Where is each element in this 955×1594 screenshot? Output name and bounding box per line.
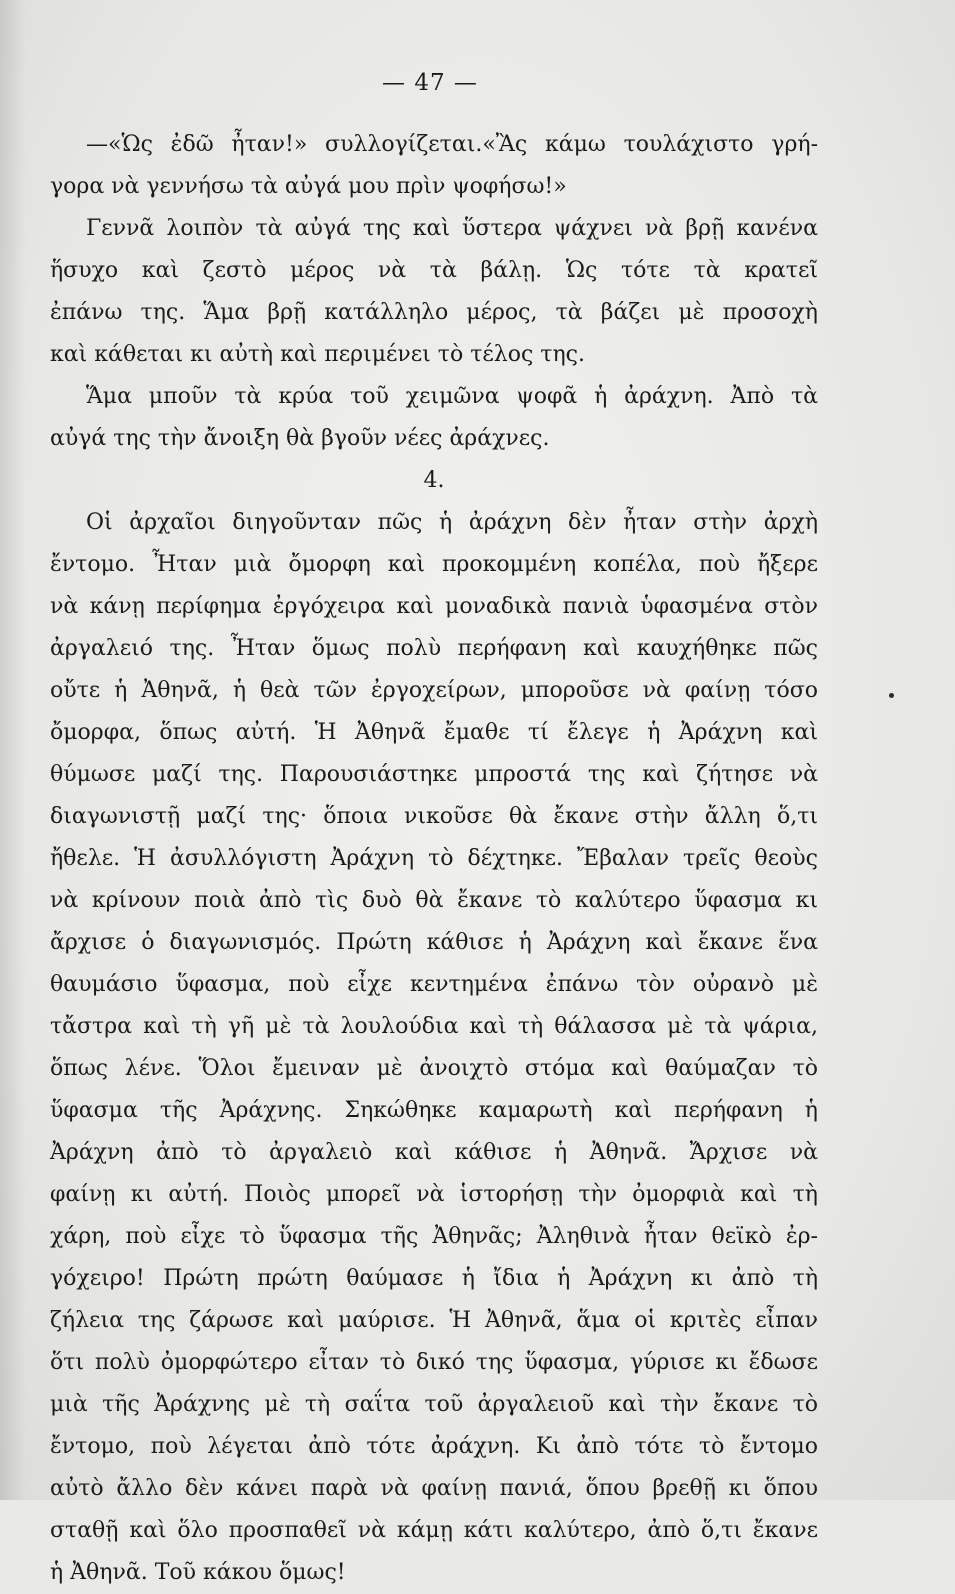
section-number: 4. bbox=[423, 468, 445, 493]
page-number: — 47 — bbox=[382, 70, 478, 96]
text-line: Οἱ ἀρχαῖοι διηγοῦνταν πῶς ἡ ἀράχνη δὲν ἦταν στὴν ἀρχὴ bbox=[86, 510, 818, 535]
text-line: αὐτὸ ἄλλο δὲν κάνει παρὰ νὰ φαίνῃ πανιά, ὅπου βρεθῇ κι ὅπου bbox=[50, 1476, 818, 1501]
text-line: ἀργαλειό της. Ἦταν ὅμως πολὺ περήφανη καὶ καυχήθηκε πῶς bbox=[50, 636, 818, 661]
text-line: ἡ Ἀθηνᾶ. Τοῦ κάκου ὅμως! bbox=[50, 1560, 346, 1585]
binding-shadow bbox=[0, 0, 26, 1500]
text-line: ὕφασμα τῆς Ἀράχνης. Σηκώθηκε καμαρωτὴ καὶ περήφανη ἡ bbox=[50, 1098, 818, 1123]
text-line: γορα νὰ γεννήσω τὰ αὐγά μου πρὶν ψοφήσω!» bbox=[50, 174, 567, 199]
text-line: σταθῇ καὶ ὅλο προσπαθεῖ νὰ κάμῃ κάτι καλύτερο, ἀπὸ ὅ,τι ἔκανε bbox=[50, 1518, 818, 1543]
text-line: θαυμάσιο ὕφασμα, ποὺ εἶχε κεντημένα ἐπάνω τὸν οὐρανὸ μὲ bbox=[50, 972, 818, 997]
text-line: Ἅμα μποῦν τὰ κρύα τοῦ χειμῶνα ψοφᾶ ἡ ἀράχνη. Ἀπὸ τὰ bbox=[86, 384, 818, 409]
text-line: γόχειρο! Πρώτη πρώτη θαύμασε ἡ ἴδια ἡ Ἀράχνη κι ἀπὸ τὴ bbox=[50, 1266, 818, 1291]
text-line: ἥσυχο καὶ ζεστὸ μέρος νὰ τὰ βάλῃ. Ὡς τότε τὰ κρατεῖ bbox=[50, 258, 818, 283]
text-line: ἔντομο. Ἦταν μιὰ ὄμορφη καὶ προκομμένη κοπέλα, ποὺ ἤξερε bbox=[50, 552, 818, 577]
ink-speck bbox=[889, 693, 894, 698]
text-line: μιὰ τῆς Ἀράχνης μὲ τὴ σαΐτα τοῦ ἀργαλειοῦ καὶ τὴν ἔκανε τὸ bbox=[50, 1392, 818, 1417]
text-line: ἄρχισε ὁ διαγωνισμός. Πρώτη κάθισε ἡ Ἀράχνη καὶ ἔκανε ἕνα bbox=[50, 930, 818, 955]
text-line: Γεννᾶ λοιπὸν τὰ αὐγά της καὶ ὕστερα ψάχνει νὰ βρῇ κανένα bbox=[86, 216, 818, 241]
text-line: ἔντομο, ποὺ λέγεται ἀπὸ τότε ἀράχνη. Κι ἀπὸ τότε τὸ ἔντομο bbox=[50, 1434, 818, 1459]
text-line: —«Ὡς ἐδῶ ἦταν!» συλλογίζεται.«Ἂς κάμω τουλάχιστο γρή- bbox=[86, 132, 818, 157]
text-line: ὅπως λένε. Ὅλοι ἔμειναν μὲ ἀνοιχτὸ στόμα καὶ θαύμαζαν τὸ bbox=[50, 1056, 818, 1081]
text-line: τἄστρα καὶ τὴ γῆ μὲ τὰ λουλούδια καὶ τὴ θάλασσα μὲ τὰ ψάρια, bbox=[50, 1014, 818, 1039]
text-line: νὰ κρίνουν ποιὰ ἀπὸ τὶς δυὸ θὰ ἔκανε τὸ καλύτερο ὕφασμα κι bbox=[50, 888, 818, 913]
body-text bbox=[50, 124, 818, 1594]
text-line: ἐπάνω της. Ἅμα βρῇ κατάλληλο μέρος, τὰ βάζει μὲ προσοχὴ bbox=[50, 300, 818, 325]
section-4-text bbox=[50, 502, 818, 1594]
text-line: ζήλεια της ζάρωσε καὶ μαύρισε. Ἡ Ἀθηνᾶ, ἅμα οἱ κριτὲς εἶπαν bbox=[50, 1308, 818, 1333]
text-line: νὰ κάνῃ περίφημα ἐργόχειρα καὶ μοναδικὰ πανιὰ ὑφασμένα στὸν bbox=[50, 594, 818, 619]
text-line: ὅτι πολὺ ὀμορφώτερο εἶταν τὸ δικό της ὕφασμα, γύρισε κι ἔδωσε bbox=[50, 1350, 818, 1375]
paragraphs-before-section bbox=[50, 124, 818, 460]
text-line: φαίνῃ κι αὐτή. Ποιὸς μπορεῖ νὰ ἱστορήσῃ τὴν ὀμορφιὰ καὶ τὴ bbox=[50, 1182, 818, 1207]
text-line: αὐγά της τὴν ἄνοιξη θὰ βγοῦν νέες ἀράχνες. bbox=[50, 426, 550, 451]
text-line: χάρη, ποὺ εἶχε τὸ ὕφασμα τῆς Ἀθηνᾶς; Ἀληθινὰ ἦταν θεϊκὸ ἐρ- bbox=[50, 1224, 818, 1249]
text-line: διαγωνιστῇ μαζί της· ὅποια νικοῦσε θὰ ἔκανε στὴν ἄλλη ὅ,τι bbox=[50, 804, 818, 829]
text-line: ὄμορφα, ὅπως αὐτή. Ἡ Ἀθηνᾶ ἔμαθε τί ἔλεγε ἡ Ἀράχνη καὶ bbox=[50, 720, 818, 745]
text-line: καὶ κάθεται κι αὐτὴ καὶ περιμένει τὸ τέλος της. bbox=[50, 342, 585, 367]
text-line: θύμωσε μαζί της. Παρουσιάστηκε μπροστά της καὶ ζήτησε νὰ bbox=[50, 762, 818, 787]
text-line: οὔτε ἡ Ἀθηνᾶ, ἡ θεὰ τῶν ἐργοχείρων, μποροῦσε νὰ φαίνῃ τόσο bbox=[50, 678, 818, 703]
text-line: Ἀράχνη ἀπὸ τὸ ἀργαλειὸ καὶ κάθισε ἡ Ἀθηνᾶ. Ἄρχισε νὰ bbox=[50, 1140, 818, 1165]
text-line: ἤθελε. Ἡ ἀσυλλόγιστη Ἀράχνη τὸ δέχτηκε. Ἔβαλαν τρεῖς θεοὺς bbox=[50, 846, 818, 871]
